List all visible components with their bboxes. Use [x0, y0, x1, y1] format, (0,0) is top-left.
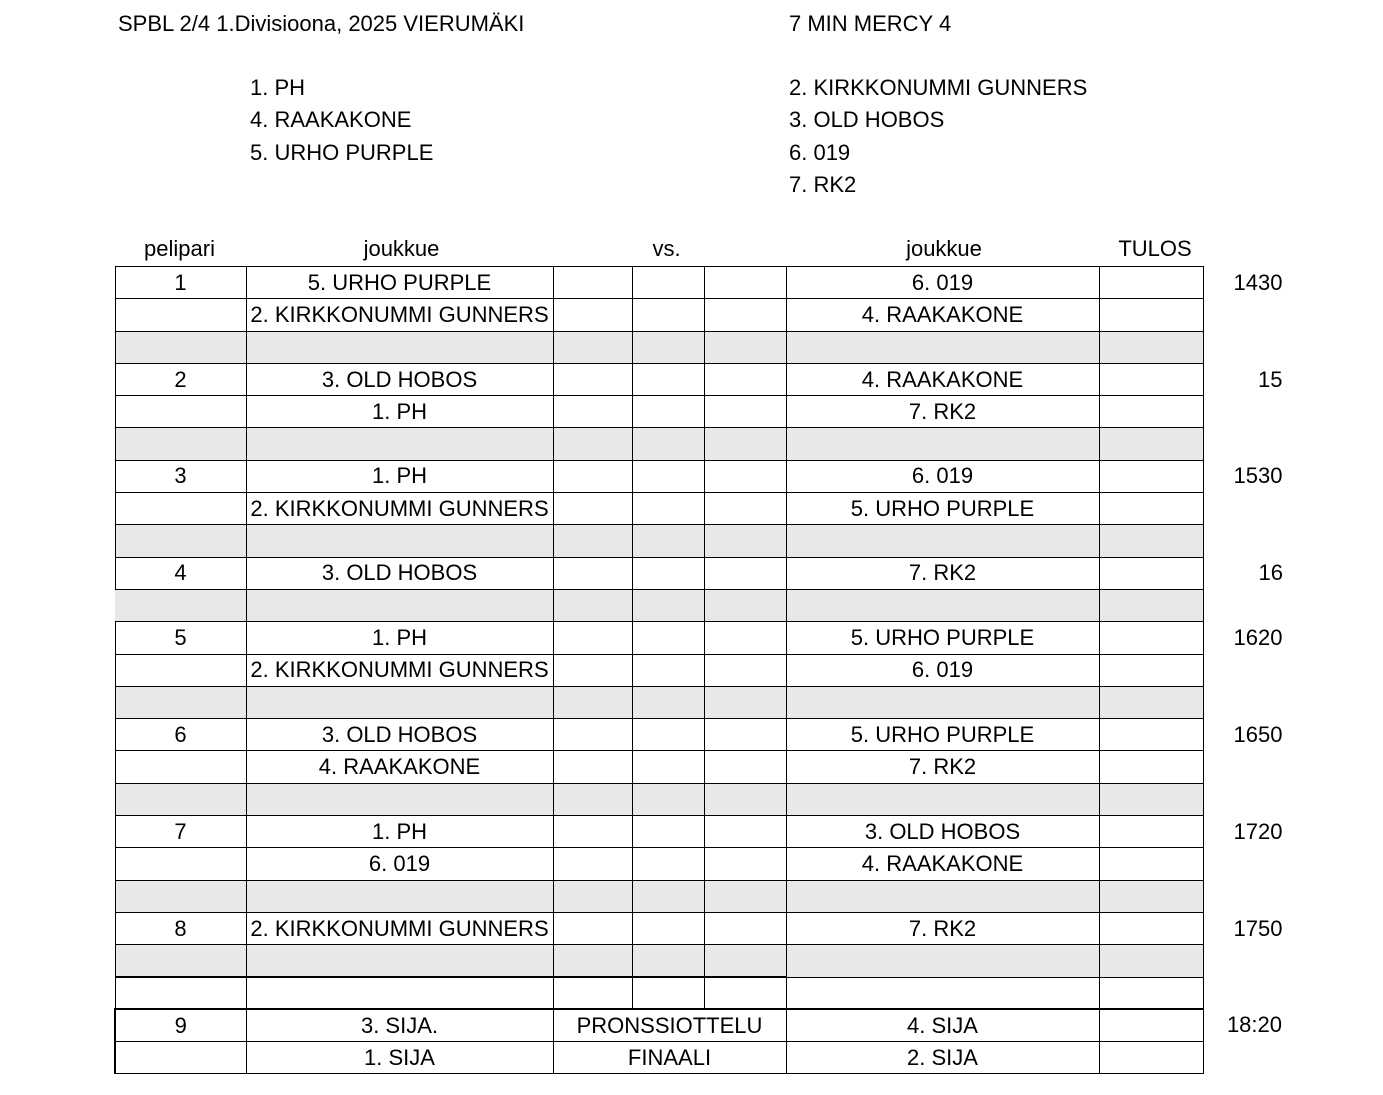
separator-cell — [1099, 686, 1203, 718]
table-row — [115, 719, 1283, 751]
separator-cell — [704, 589, 786, 621]
score-cell[interactable] — [553, 848, 632, 880]
result-cell[interactable] — [1099, 1009, 1203, 1041]
score-cell[interactable] — [632, 719, 704, 751]
time-cell: 18:20 — [1203, 1009, 1283, 1041]
time-cell — [1203, 751, 1283, 783]
home-team-cell: 3. OLD HOBOS — [246, 719, 553, 751]
score-cell[interactable] — [632, 267, 704, 299]
separator-cell — [1099, 331, 1203, 363]
schedule-table — [114, 266, 1284, 1074]
pair-cell — [115, 654, 246, 686]
away-team-cell: 3. OLD HOBOS — [786, 816, 1099, 848]
table-row — [115, 299, 1283, 331]
separator-row — [115, 783, 1283, 815]
away-team-cell: 5. URHO PURPLE — [786, 622, 1099, 654]
pair-cell — [115, 1042, 246, 1074]
separator-cell — [115, 686, 246, 718]
separator-cell — [704, 783, 786, 815]
score-cell[interactable] — [704, 363, 786, 395]
separator-cell — [246, 945, 553, 977]
separator-row — [115, 428, 1283, 460]
final-label-cell: FINAALI — [553, 1042, 786, 1074]
separator-cell — [632, 783, 704, 815]
separator-cell — [115, 589, 246, 621]
time-cell — [1203, 299, 1283, 331]
separator-cell — [704, 525, 786, 557]
header-pair: pelipari — [144, 236, 215, 261]
home-team-cell: 2. KIRKKONUMMI GUNNERS — [246, 654, 553, 686]
away-team-cell: 6. 019 — [786, 267, 1099, 299]
result-cell[interactable] — [1099, 912, 1203, 944]
away-team-cell: 4. SIJA — [786, 1009, 1099, 1041]
home-team-cell: 1. PH — [246, 396, 553, 428]
separator-cell — [1203, 331, 1283, 363]
time-cell — [1203, 493, 1283, 525]
score-cell[interactable] — [632, 912, 704, 944]
table-row — [115, 557, 1283, 589]
home-team-cell: 5. URHO PURPLE — [246, 267, 553, 299]
time-cell: 1530 — [1203, 460, 1283, 492]
score-cell[interactable] — [632, 751, 704, 783]
separator-cell — [704, 686, 786, 718]
home-team-cell: 3. OLD HOBOS — [246, 557, 553, 589]
away-team-cell: 6. 019 — [786, 460, 1099, 492]
result-cell[interactable] — [1099, 557, 1203, 589]
time-cell: 1720 — [1203, 816, 1283, 848]
separator-cell — [553, 686, 632, 718]
separator-cell — [786, 686, 1099, 718]
score-cell[interactable] — [704, 493, 786, 525]
separator-row — [115, 525, 1283, 557]
separator-cell — [786, 880, 1099, 912]
blank-cell — [1203, 977, 1283, 1009]
separator-cell — [632, 945, 704, 977]
separator-cell — [632, 686, 704, 718]
separator-cell — [704, 945, 786, 977]
score-cell[interactable] — [632, 848, 704, 880]
separator-cell — [704, 331, 786, 363]
home-team-cell: 2. KIRKKONUMMI GUNNERS — [246, 299, 553, 331]
time-cell — [1203, 848, 1283, 880]
separator-cell — [1099, 880, 1203, 912]
result-cell[interactable] — [1099, 816, 1203, 848]
score-cell[interactable] — [704, 848, 786, 880]
separator-cell — [1203, 525, 1283, 557]
home-team-cell: 6. 019 — [246, 848, 553, 880]
pair-cell: 3 — [115, 460, 246, 492]
home-team-cell: 2. KIRKKONUMMI GUNNERS — [246, 493, 553, 525]
home-team-cell: 1. PH — [246, 622, 553, 654]
blank-cell — [553, 977, 632, 1009]
separator-cell — [115, 880, 246, 912]
final-label-cell: PRONSSIOTTELU — [553, 1009, 786, 1041]
score-cell[interactable] — [632, 557, 704, 589]
separator-cell — [786, 525, 1099, 557]
separator-cell — [115, 428, 246, 460]
away-team-cell: 4. RAAKAKONE — [786, 848, 1099, 880]
score-cell[interactable] — [704, 816, 786, 848]
result-cell[interactable] — [1099, 1042, 1203, 1074]
away-team-cell: 4. RAAKAKONE — [786, 363, 1099, 395]
away-team-cell: 7. RK2 — [786, 751, 1099, 783]
time-cell: 16 — [1203, 557, 1283, 589]
pair-cell: 1 — [115, 267, 246, 299]
separator-cell — [246, 880, 553, 912]
away-team-cell: 7. RK2 — [786, 396, 1099, 428]
separator-cell — [786, 783, 1099, 815]
home-team-cell: 3. OLD HOBOS — [246, 363, 553, 395]
time-cell: 1750 — [1203, 912, 1283, 944]
blank-cell — [632, 977, 704, 1009]
separator-cell — [1099, 945, 1203, 977]
blank-cell — [1099, 977, 1203, 1009]
header-result: TULOS — [1118, 236, 1192, 261]
pair-cell — [115, 299, 246, 331]
score-cell[interactable] — [704, 460, 786, 492]
home-team-cell: 1. PH — [246, 816, 553, 848]
separator-cell — [786, 331, 1099, 363]
score-cell[interactable] — [704, 912, 786, 944]
result-cell[interactable] — [1099, 751, 1203, 783]
score-cell[interactable] — [553, 363, 632, 395]
table-row — [115, 848, 1283, 880]
separator-cell — [115, 331, 246, 363]
time-cell: 1650 — [1203, 719, 1283, 751]
separator-cell — [553, 880, 632, 912]
separator-cell — [1099, 525, 1203, 557]
score-cell[interactable] — [553, 299, 632, 331]
away-team-cell: 6. 019 — [786, 654, 1099, 686]
separator-row — [115, 331, 1283, 363]
result-cell[interactable] — [1099, 493, 1203, 525]
separator-cell — [115, 783, 246, 815]
separator-cell — [246, 428, 553, 460]
away-team-cell: 7. RK2 — [786, 557, 1099, 589]
table-row — [115, 363, 1283, 395]
final-row — [115, 1042, 1283, 1074]
score-cell[interactable] — [553, 493, 632, 525]
separator-cell — [632, 880, 704, 912]
header-team-a: joukkue — [363, 236, 440, 261]
pair-cell: 7 — [115, 816, 246, 848]
separator-cell — [246, 525, 553, 557]
table-row — [115, 816, 1283, 848]
blank-cell — [115, 977, 246, 1009]
table-row — [115, 912, 1283, 944]
separator-row — [115, 880, 1283, 912]
score-cell[interactable] — [553, 557, 632, 589]
pair-cell — [115, 751, 246, 783]
score-cell[interactable] — [632, 622, 704, 654]
pair-cell: 5 — [115, 622, 246, 654]
score-cell[interactable] — [553, 622, 632, 654]
separator-cell — [553, 331, 632, 363]
pair-cell — [115, 848, 246, 880]
final-row — [115, 1009, 1283, 1041]
page-title: SPBL 2/4 1.Divisioona, 2025 VIERUMÄKI — [118, 11, 525, 36]
result-cell[interactable] — [1099, 396, 1203, 428]
away-team-cell: 5. URHO PURPLE — [786, 493, 1099, 525]
separator-cell — [704, 428, 786, 460]
rule-note: 7 MIN MERCY 4 — [789, 11, 952, 36]
score-cell[interactable] — [704, 719, 786, 751]
team-list-left-item: 5. URHO PURPLE — [250, 140, 434, 165]
score-cell[interactable] — [632, 363, 704, 395]
away-team-cell: 2. SIJA — [786, 1042, 1099, 1074]
separator-cell — [786, 589, 1099, 621]
home-team-cell: 4. RAAKAKONE — [246, 751, 553, 783]
separator-cell — [1203, 783, 1283, 815]
result-cell[interactable] — [1099, 460, 1203, 492]
away-team-cell: 4. RAAKAKONE — [786, 299, 1099, 331]
separator-cell — [246, 686, 553, 718]
separator-cell — [1203, 945, 1283, 977]
score-cell[interactable] — [632, 299, 704, 331]
header-vs: vs. — [652, 236, 681, 261]
home-team-cell: 2. KIRKKONUMMI GUNNERS — [246, 912, 553, 944]
table-row — [115, 622, 1283, 654]
separator-row — [115, 945, 1283, 977]
separator-cell — [632, 589, 704, 621]
separator-cell — [1099, 428, 1203, 460]
away-team-cell: 5. URHO PURPLE — [786, 719, 1099, 751]
score-cell[interactable] — [553, 396, 632, 428]
pair-cell: 2 — [115, 363, 246, 395]
home-team-cell: 1. PH — [246, 460, 553, 492]
pair-cell: 6 — [115, 719, 246, 751]
separator-cell — [246, 589, 553, 621]
separator-cell — [553, 589, 632, 621]
separator-cell — [1203, 589, 1283, 621]
score-cell[interactable] — [704, 267, 786, 299]
result-cell[interactable] — [1099, 654, 1203, 686]
team-list-left-item: 1. PH — [250, 75, 306, 100]
header-team-b: joukkue — [906, 236, 982, 261]
separator-cell — [786, 428, 1099, 460]
separator-cell — [115, 945, 246, 977]
team-list-right-item: 3. OLD HOBOS — [789, 107, 945, 132]
team-list-left-item: 4. RAAKAKONE — [250, 107, 412, 132]
score-cell[interactable] — [632, 816, 704, 848]
team-list-right-item: 2. KIRKKONUMMI GUNNERS — [789, 75, 1088, 100]
time-cell — [1203, 1042, 1283, 1074]
score-cell[interactable] — [632, 493, 704, 525]
team-list-right-item: 6. 019 — [789, 140, 851, 165]
time-cell — [1203, 654, 1283, 686]
table-row — [115, 267, 1283, 299]
result-cell[interactable] — [1099, 719, 1203, 751]
score-cell[interactable] — [704, 557, 786, 589]
separator-cell — [786, 945, 1099, 977]
blank-row — [115, 977, 1283, 1009]
separator-cell — [632, 428, 704, 460]
time-cell: 1620 — [1203, 622, 1283, 654]
pair-cell: 9 — [115, 1009, 246, 1041]
team-list-right-item: 7. RK2 — [789, 172, 857, 197]
score-cell[interactable] — [704, 299, 786, 331]
score-cell[interactable] — [553, 267, 632, 299]
result-cell[interactable] — [1099, 848, 1203, 880]
score-cell[interactable] — [553, 719, 632, 751]
separator-cell — [115, 525, 246, 557]
separator-cell — [704, 880, 786, 912]
time-cell — [1203, 396, 1283, 428]
separator-cell — [1099, 783, 1203, 815]
score-cell[interactable] — [632, 460, 704, 492]
separator-cell — [246, 331, 553, 363]
separator-cell — [553, 525, 632, 557]
table-row — [115, 751, 1283, 783]
table-row — [115, 460, 1283, 492]
score-cell[interactable] — [704, 396, 786, 428]
separator-cell — [553, 428, 632, 460]
result-cell[interactable] — [1099, 622, 1203, 654]
time-cell: 1430 — [1203, 267, 1283, 299]
separator-row — [115, 686, 1283, 718]
score-cell[interactable] — [704, 654, 786, 686]
result-cell[interactable] — [1099, 363, 1203, 395]
score-cell[interactable] — [553, 816, 632, 848]
score-cell[interactable] — [553, 912, 632, 944]
separator-cell — [553, 783, 632, 815]
result-cell[interactable] — [1099, 299, 1203, 331]
separator-cell — [1203, 686, 1283, 718]
score-cell[interactable] — [553, 654, 632, 686]
blank-cell — [786, 977, 1099, 1009]
away-team-cell: 7. RK2 — [786, 912, 1099, 944]
blank-cell — [246, 977, 553, 1009]
result-cell[interactable] — [1099, 267, 1203, 299]
score-cell[interactable] — [704, 622, 786, 654]
separator-cell — [632, 525, 704, 557]
pair-cell: 8 — [115, 912, 246, 944]
separator-cell — [553, 945, 632, 977]
score-cell[interactable] — [632, 396, 704, 428]
separator-cell — [1203, 880, 1283, 912]
table-row — [115, 493, 1283, 525]
score-cell[interactable] — [553, 460, 632, 492]
table-row — [115, 396, 1283, 428]
separator-cell — [1203, 428, 1283, 460]
separator-cell — [632, 331, 704, 363]
score-cell[interactable] — [704, 751, 786, 783]
separator-cell — [246, 783, 553, 815]
pair-cell — [115, 396, 246, 428]
time-cell: 15 — [1203, 363, 1283, 395]
score-cell[interactable] — [632, 654, 704, 686]
score-cell[interactable] — [553, 751, 632, 783]
blank-cell — [704, 977, 786, 1009]
home-team-cell: 1. SIJA — [246, 1042, 553, 1074]
pair-cell — [115, 493, 246, 525]
table-row — [115, 654, 1283, 686]
pair-cell: 4 — [115, 557, 246, 589]
separator-row — [115, 589, 1283, 621]
separator-cell — [1099, 589, 1203, 621]
home-team-cell: 3. SIJA. — [246, 1009, 553, 1041]
